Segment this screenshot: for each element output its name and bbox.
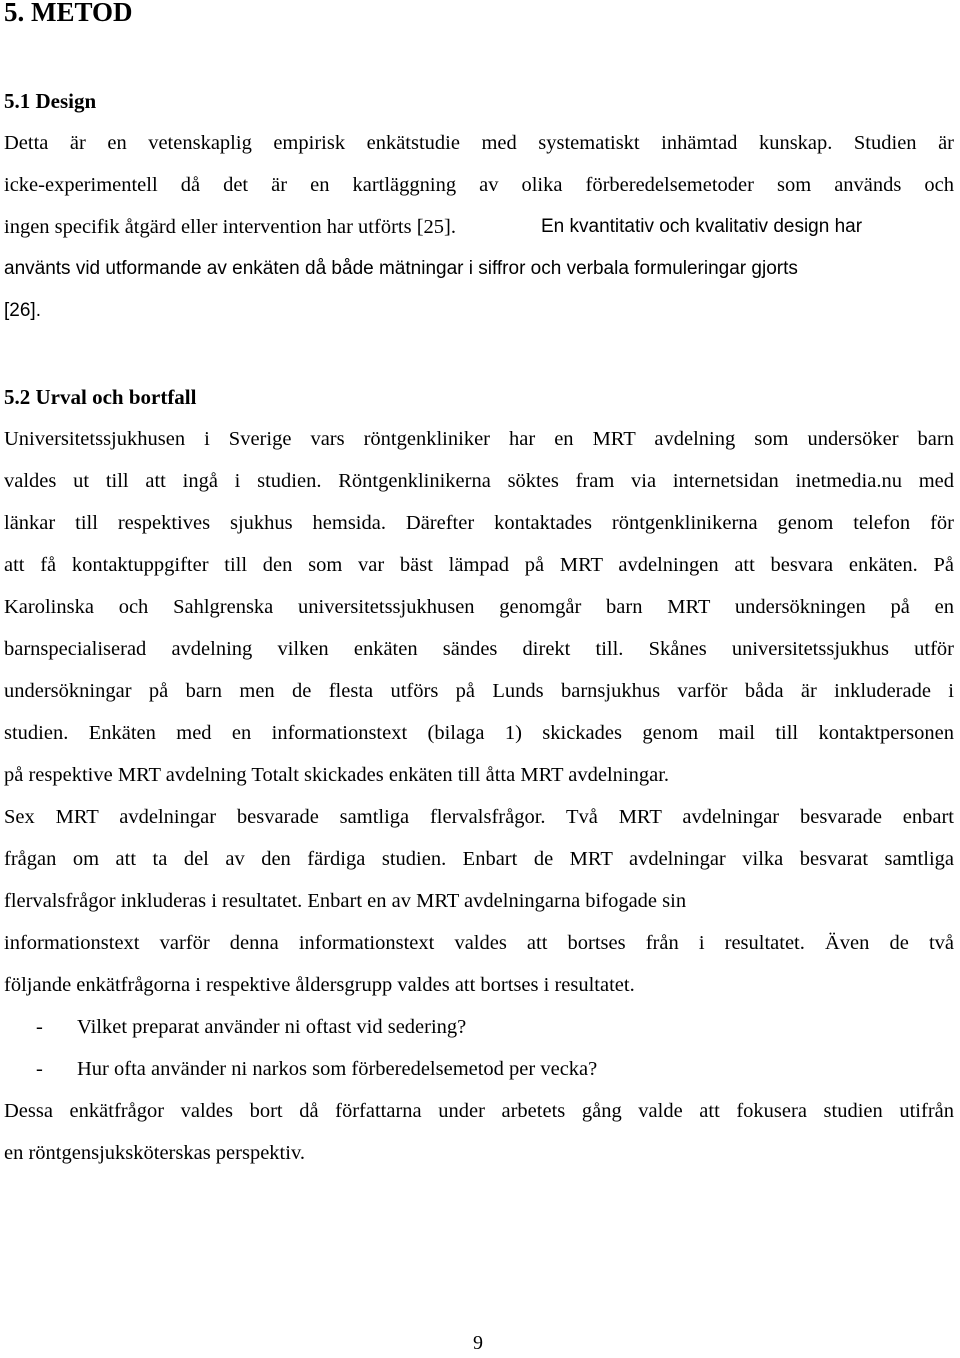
paragraph-line: undersökningar på barn men de flesta utförs på Lunds barnsjukhus varför båda är inkluderade i: [4, 680, 954, 702]
paragraph-line: Karolinska och Sahlgrenska universitetssjukhusen genomgår barn MRT undersökningen på en: [4, 596, 954, 618]
bullet-marker: -: [36, 1058, 43, 1080]
paragraph-line: informationstext varför denna informationstext valdes att bortses från i resultatet. Även de två: [4, 932, 954, 954]
paragraph-line: [26].: [4, 300, 41, 321]
bullet-marker: -: [36, 1016, 43, 1038]
section-heading-design: 5.1 Design: [4, 89, 97, 113]
paragraph-line: använts vid utformande av enkäten då både mätningar i siffror och verbala formuleringar gjorts: [4, 258, 798, 279]
paragraph-line: flervalsfrågor inkluderas i resultatet. Enbart en av MRT avdelningarna bifogade sin: [4, 890, 687, 912]
bullet-item: Hur ofta använder ni narkos som förberedelsemetod per vecka?: [77, 1058, 598, 1080]
page-number: 9: [473, 1332, 483, 1354]
paragraph-line: en röntgensjuksköterskas perspektiv.: [4, 1142, 305, 1164]
paragraph-line: studien. Enkäten med en informationstext (bilaga 1) skickades genom mail till kontaktpersonen: [4, 722, 954, 744]
paragraph-line: följande enkätfrågorna i respektive åldersgrupp valdes att bortses i resultatet.: [4, 974, 635, 996]
paragraph-line: Dessa enkätfrågor valdes bort då författarna under arbetets gång valde att fokusera studien utifrån: [4, 1100, 954, 1122]
paragraph-line: frågan om att ta del av den färdiga studien. Enbart de MRT avdelningar vilka besvarat samtliga: [4, 848, 954, 870]
bullet-item: Vilket preparat använder ni oftast vid sedering?: [77, 1016, 467, 1038]
paragraph-line: Universitetssjukhusen i Sverige vars röntgenkliniker har en MRT avdelning som undersöker barn: [4, 428, 954, 450]
paragraph-line: länkar till respektives sjukhus hemsida. Därefter kontaktades röntgenklinikerna genom telefon för: [4, 512, 954, 534]
paragraph-line: Sex MRT avdelningar besvarade samtliga flervalsfrågor. Två MRT avdelningar besvarade enbart: [4, 806, 954, 828]
paragraph-line: ingen specifik åtgärd eller intervention har utförts [25].: [4, 216, 456, 238]
chapter-title: 5. METOD: [4, 0, 133, 27]
section-heading-urval: 5.2 Urval och bortfall: [4, 385, 197, 409]
paragraph-line: på respektive MRT avdelning Totalt skickades enkäten till åtta MRT avdelningar.: [4, 764, 670, 786]
paragraph-line: barnspecialiserad avdelning vilken enkäten sändes direkt till. Skånes universitetssjukhus utför: [4, 638, 954, 660]
paragraph-line: valdes ut till att ingå i studien. Röntgenklinikerna söktes fram via internetsidan inetmedia.nu med: [4, 470, 954, 492]
paragraph-line: icke-experimentell då det är en kartläggning av olika förberedelsemetoder som används och: [4, 174, 954, 196]
paragraph-line: Detta är en vetenskaplig empirisk enkätstudie med systematiskt inhämtad kunskap. Studien är: [4, 132, 954, 154]
paragraph-line: att få kontaktuppgifter till den som var bäst lämpad på MRT avdelningen att besvara enkäten. På: [4, 554, 954, 576]
paragraph-line: En kvantitativ och kvalitativ design har: [541, 216, 863, 237]
